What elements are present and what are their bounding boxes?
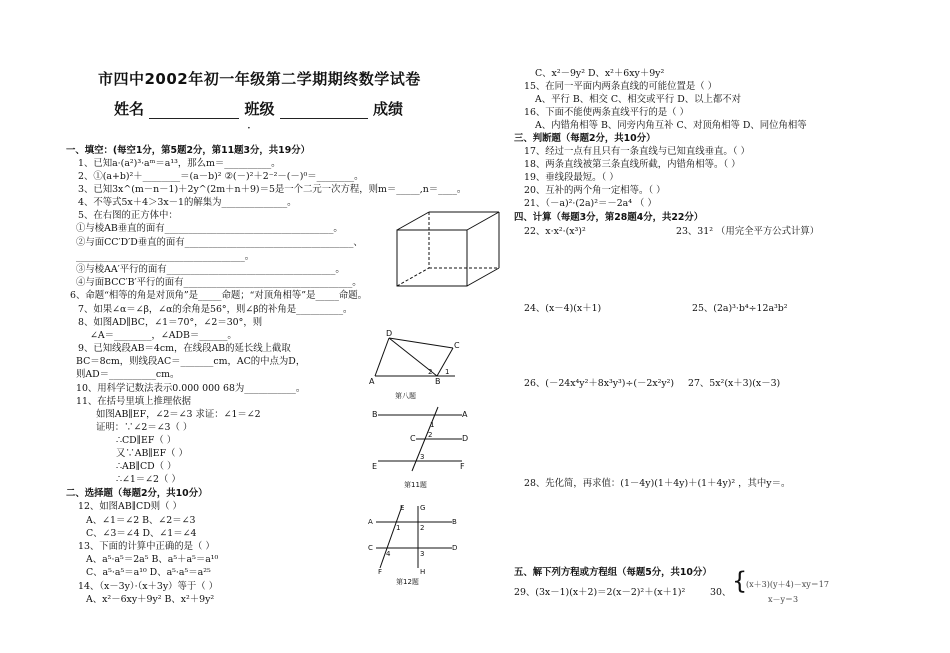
q5: 5、在右图的正方体中： [78, 210, 178, 221]
q8-cont: ∠A＝________，∠ADB＝______。 [90, 330, 237, 341]
system-brace: { [732, 567, 748, 595]
q23: 23、31² （用完全平方公式计算） [676, 226, 820, 237]
fig8-label-c: C [454, 341, 460, 350]
fig12-label-a: A [368, 518, 373, 526]
section-1-header: 一、填空：(每空1分，第5题2分，第11题3分，共19分） [66, 145, 310, 156]
q21: 21、（－a)²·(2a)²＝－2a⁴ （ ） [524, 198, 657, 209]
q11-step1: 证明：∵∠2＝∠3（ ） [96, 422, 193, 433]
fig11-caption: 第11题 [404, 481, 427, 489]
q11-given: 如图AB∥EF，∠2＝∠3 求证：∠1＝∠2 [96, 409, 261, 420]
fig11-label-d: D [462, 434, 469, 443]
q5-3: ③与棱AA′平行的面有____________________________________。 [76, 264, 345, 275]
q2: 2、①(a+b)²＋________＝(a－b)² ②(－)²＋2⁻²－(－)⁰＝________。 [78, 171, 364, 182]
fig12-label-d: D [452, 544, 458, 552]
fig11-angle-3: 3 [420, 453, 425, 461]
fig11-label-b: B [372, 410, 378, 419]
q27: 27、5x²(x＋3)(x－3) [688, 378, 781, 389]
fig11-label-f: F [460, 462, 465, 471]
q12-options-cd: C、∠3＝∠4 D、∠1＝∠4 [86, 528, 197, 539]
fig12-angle-3: 3 [420, 550, 425, 558]
q22: 22、x·x²·(x³)² [524, 226, 586, 237]
q14: 14、（x－3y）·（x＋3y）等于（ ） [78, 581, 219, 592]
cube-figure [395, 210, 505, 290]
q11-step4: ∴AB∥CD（ ） [116, 461, 177, 472]
section-4-header: 四、计算（每题3分，第28题4分，共22分） [514, 212, 704, 223]
q28: 28、先化简，再求值：(1－4y)(1＋4y)＋(1＋4y)² ，其中y＝。 [524, 478, 791, 489]
figure-11 [370, 405, 470, 491]
fig12-angle-4: 4 [386, 550, 391, 558]
class-field[interactable] [280, 118, 368, 119]
q8: 8、如图AD∥BC，∠1＝70°，∠2＝30°，则 [78, 317, 263, 328]
q15: 15、在同一平面内两条直线的可能位置是（ ） [524, 81, 718, 92]
q30-equation-1: (x＋3)(y＋4)－xy＝17 [746, 580, 829, 589]
q1: 1、已知a·(a²)³·aᵐ＝a¹³，那么m＝__________。 [78, 158, 281, 169]
q5-2: ②与面CC′D′D垂直的面有____________________________________、 [76, 237, 363, 248]
fig12-label-b: B [452, 518, 457, 526]
q12-options-ab: A、∠1＝∠2 B、∠2＝∠3 [86, 515, 196, 526]
fig8-label-b: B [435, 377, 441, 386]
q11-step5: ∴∠1＝∠2（ ） [116, 474, 181, 485]
figure-8 [365, 330, 465, 402]
q11-step3: 又∵AB∥EF（ ） [116, 448, 188, 459]
q18: 18、两条直线被第三条直线所截，内错角相等。（ ） [524, 159, 741, 170]
class-label: 班级 [244, 100, 275, 118]
fig8-angle-2: 2 [428, 368, 433, 376]
q16: 16、下面不能使两条直线平行的是（ ） [524, 107, 689, 118]
q30: 30、 [710, 587, 732, 598]
figure-12 [366, 504, 466, 590]
fig8-angle-1: 1 [445, 368, 450, 376]
fig12-label-g: G [420, 504, 426, 512]
fig11-angle-1: 1 [430, 421, 435, 429]
fig8-label-a: A [369, 377, 375, 386]
q20: 20、互补的两个角一定相等。（ ） [524, 185, 666, 196]
exam-title: 市四中2002年初一年级第二学期期终数学试卷 [98, 70, 421, 88]
q14-options-cd: C、x²－9y² D、x²＋6xy＋9y² [535, 68, 665, 79]
student-info-row [114, 98, 403, 119]
q6: 6、命题“相等的角是对顶角”是_____命题；“对顶角相等”是_____命题。 [70, 290, 368, 301]
q13-options-cd: C、a⁵·a⁵＝a¹⁰ D、a⁵·a⁵＝a²⁵ [86, 567, 211, 578]
fig12-label-f: F [378, 568, 383, 576]
section-3-header: 三、判断题（每题2分，共10分） [514, 133, 656, 144]
q29: 29、(3x－1)(x＋2)＝2(x－2)²＋(x＋1)² [514, 587, 686, 598]
q9-cont2: 则AD＝__________cm。 [76, 369, 180, 380]
fig8-label-d: D [386, 329, 393, 338]
q13: 13、下面的计算中正确的是（ ） [78, 541, 215, 552]
fig8-caption: 第八题 [395, 392, 416, 400]
section-5-header: 五、解下列方程或方程组（每题5分，共10分） [514, 567, 712, 578]
fig11-angle-2: 2 [428, 431, 433, 439]
fig11-label-c: C [410, 434, 416, 443]
name-field[interactable] [149, 118, 239, 119]
center-dot: · [247, 121, 251, 135]
q11-step2: ∴CD∥EF（ ） [116, 435, 177, 446]
score-label: 成绩 [372, 100, 403, 118]
q11: 11、在括号里填上推理依据 [76, 396, 192, 407]
fig11-label-e: E [372, 462, 378, 471]
q30-equation-2: x－y＝3 [768, 595, 799, 604]
q26: 26、(－24x⁴y²＋8x³y³)÷(－2x²y²) [524, 378, 675, 389]
q19: 19、垂线段最短。（ ） [524, 172, 619, 183]
q3: 3、已知3x^(m－n－1)＋2y^(2m＋n＋9)＝5是一个二元一次方程，则m＝_____,n＝____。 [78, 184, 467, 195]
fig12-caption: 第12题 [396, 578, 419, 586]
q14-options-ab: A、x²－6xy＋9y² B、x²＋9y² [86, 594, 215, 605]
q16-options: A、内错角相等 B、同旁内角互补 C、对顶角相等 D、同位角相等 [535, 120, 807, 131]
fig12-angle-1: 1 [396, 524, 401, 532]
q4: 4、不等式5x＋4＞3x－1的解集为______________。 [78, 197, 297, 208]
q5-4: ④与面BCC′B′平行的面有____________________________________。 [76, 277, 362, 288]
q15-options: A、平行 B、相交 C、相交或平行 D、以上都不对 [535, 94, 742, 105]
fig12-angle-2: 2 [420, 524, 425, 532]
q12: 12、如图AB∥CD则（ ） [78, 501, 182, 512]
name-label: 姓名 [114, 100, 145, 118]
q7: 7、如果∠α＝∠β，∠α的余角是56°，则∠β的补角是__________。 [78, 304, 353, 315]
q17: 17、经过一点有且只有一条直线与已知直线垂直。（ ） [524, 146, 750, 157]
q9-cont: BC＝8cm，则线段AC＝_______cm，AC的中点为D， [76, 356, 306, 367]
q10: 10、用科学记数法表示0.000 000 68为___________。 [76, 383, 306, 394]
q5-1: ①与棱AB垂直的面有____________________________________。 [76, 223, 343, 234]
q5-2-cont: ____________________________________。 [76, 251, 255, 262]
fig12-label-h: H [420, 568, 426, 576]
q9: 9、已知线段AB＝4cm，在线段AB的延长线上截取 [78, 343, 291, 354]
q13-options-ab: A、a⁵·a⁵＝2a⁵ B、a⁵＋a⁵＝a¹⁰ [86, 554, 219, 565]
section-2-header: 二、选择题（每题2分，共10分） [66, 488, 208, 499]
q24: 24、(x－4)(x＋1) [524, 303, 602, 314]
fig12-label-e: E [400, 504, 405, 512]
q25: 25、(2a)³·b⁴÷12a³b² [692, 303, 788, 314]
fig11-label-a: A [462, 410, 468, 419]
fig12-label-c: C [368, 544, 373, 552]
